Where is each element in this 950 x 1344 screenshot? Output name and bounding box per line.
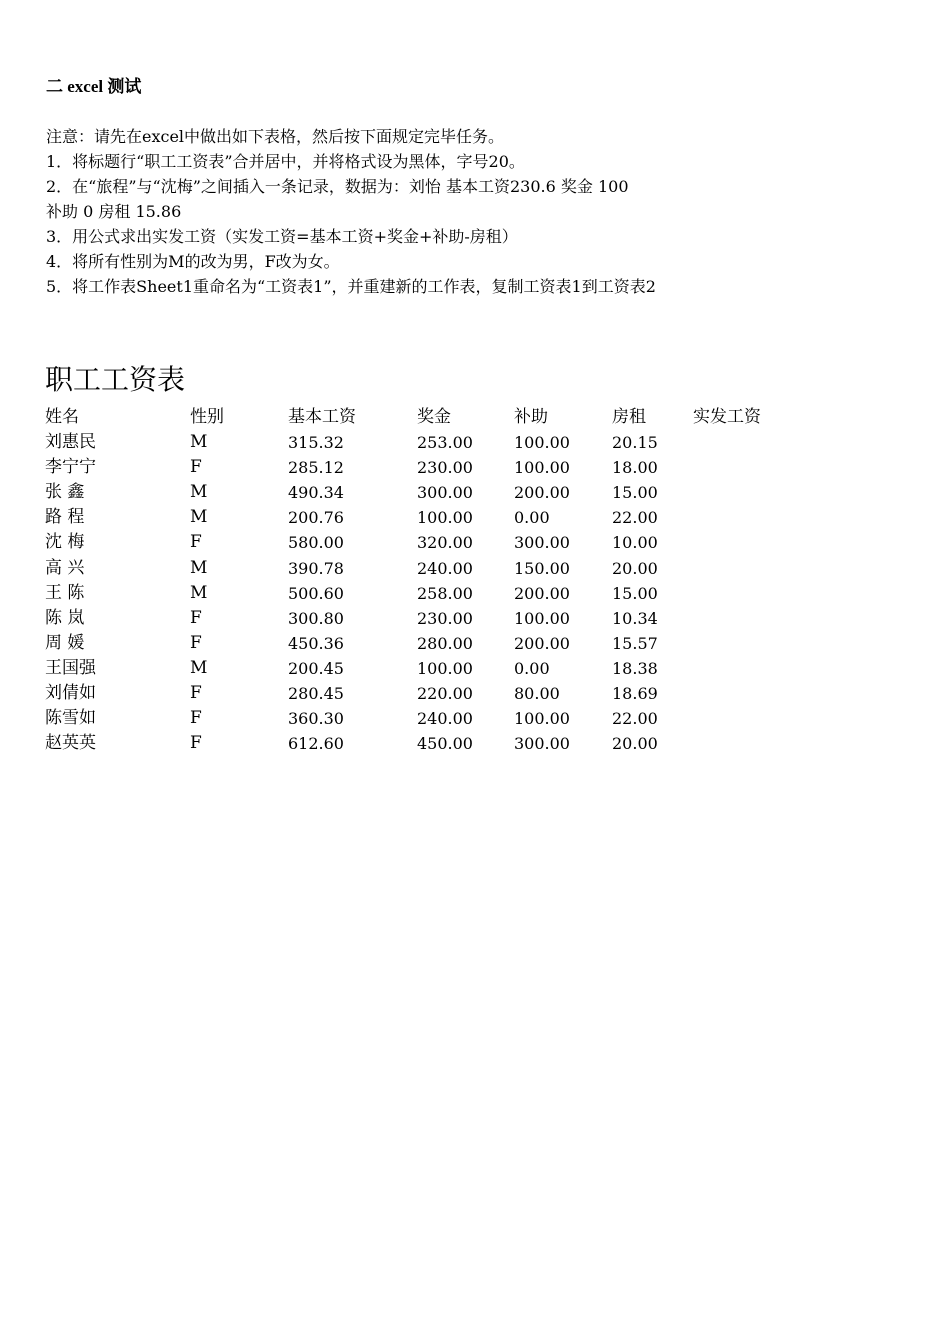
cell-base-salary: 315.32 — [288, 433, 344, 453]
cell-base-salary: 280.45 — [288, 684, 344, 704]
cell-rent: 20.00 — [612, 734, 658, 754]
cell-allowance: 200.00 — [514, 483, 570, 503]
instruction-line: 注意：请先在excel中做出如下表格，然后按下面规定完毕任务。 — [46, 127, 505, 146]
cell-bonus: 230.00 — [417, 608, 473, 628]
cell-name: 陈 岚 — [45, 607, 85, 628]
header-net-pay: 实发工资 — [693, 407, 761, 427]
cell-gender: M — [190, 432, 208, 453]
cell-base-salary: 450.36 — [288, 633, 344, 653]
cell-rent: 10.00 — [612, 533, 658, 553]
cell-bonus: 100.00 — [417, 658, 473, 678]
cell-rent: 20.15 — [612, 433, 658, 453]
instruction-line: 2．在“旅程”与“沈梅”之间插入一条记录，数据为：刘怡 基本工资230.6 奖金 100 — [46, 177, 629, 196]
instructions — [46, 124, 806, 299]
header-rent: 房租 — [612, 407, 646, 427]
cell-bonus: 258.00 — [417, 583, 473, 603]
cell-name: 王 陈 — [45, 582, 85, 603]
cell-rent: 15.00 — [612, 583, 658, 603]
cell-allowance: 100.00 — [514, 709, 570, 729]
cell-base-salary: 200.76 — [288, 508, 344, 528]
cell-rent: 10.34 — [612, 608, 658, 628]
cell-allowance: 100.00 — [514, 608, 570, 628]
cell-rent: 18.38 — [612, 658, 658, 678]
instruction-line: 3．用公式求出实发工资（实发工资=基本工资+奖金+补助-房租） — [46, 227, 518, 246]
cell-name: 赵英英 — [45, 733, 96, 754]
cell-base-salary: 285.12 — [288, 458, 344, 478]
header-allowance: 补助 — [514, 407, 548, 427]
cell-bonus: 220.00 — [417, 684, 473, 704]
cell-name: 刘惠民 — [45, 432, 96, 453]
cell-bonus: 240.00 — [417, 709, 473, 729]
cell-gender: M — [190, 507, 208, 528]
cell-gender: F — [190, 733, 202, 754]
cell-gender: F — [190, 683, 202, 704]
cell-bonus: 100.00 — [417, 508, 473, 528]
instruction-line: 补助 0 房租 15.86 — [46, 202, 182, 221]
cell-bonus: 300.00 — [417, 483, 473, 503]
cell-allowance: 0.00 — [514, 508, 550, 528]
cell-bonus: 450.00 — [417, 734, 473, 754]
cell-base-salary: 580.00 — [288, 533, 344, 553]
cell-allowance: 200.00 — [514, 583, 570, 603]
cell-allowance: 100.00 — [514, 458, 570, 478]
cell-allowance: 200.00 — [514, 633, 570, 653]
cell-rent: 18.69 — [612, 684, 658, 704]
header-name: 姓名 — [45, 407, 79, 427]
cell-bonus: 280.00 — [417, 633, 473, 653]
cell-gender: M — [190, 482, 208, 503]
section-heading: 二 excel 测试 — [46, 77, 142, 96]
sheet-title: 职工工资表 — [45, 363, 186, 396]
cell-allowance: 80.00 — [514, 684, 560, 704]
instruction-line: 1．将标题行“职工工资表”合并居中，并将格式设为黑体，字号20。 — [46, 152, 525, 171]
cell-gender: F — [190, 708, 202, 729]
cell-allowance: 300.00 — [514, 533, 570, 553]
cell-rent: 22.00 — [612, 508, 658, 528]
cell-allowance: 150.00 — [514, 558, 570, 578]
cell-name: 高 兴 — [45, 557, 85, 578]
instruction-line: 4．将所有性别为M的改为男，F改为女。 — [46, 252, 340, 271]
cell-rent: 18.00 — [612, 458, 658, 478]
cell-allowance: 300.00 — [514, 734, 570, 754]
cell-gender: M — [190, 582, 208, 603]
cell-base-salary: 390.78 — [288, 558, 344, 578]
cell-gender: F — [190, 607, 202, 628]
cell-base-salary: 200.45 — [288, 658, 344, 678]
cell-rent: 15.00 — [612, 483, 658, 503]
cell-name: 李宁宁 — [45, 457, 96, 478]
cell-name: 张 鑫 — [45, 482, 85, 503]
cell-allowance: 100.00 — [514, 433, 570, 453]
cell-base-salary: 612.60 — [288, 734, 344, 754]
cell-name: 刘倩如 — [45, 683, 96, 704]
cell-name: 王国强 — [45, 657, 96, 678]
header-base-salary: 基本工资 — [288, 407, 356, 427]
cell-allowance: 0.00 — [514, 658, 550, 678]
header-bonus: 奖金 — [417, 407, 451, 427]
cell-name: 陈雪如 — [45, 708, 96, 729]
cell-base-salary: 360.30 — [288, 709, 344, 729]
cell-gender: F — [190, 532, 202, 553]
cell-bonus: 253.00 — [417, 433, 473, 453]
cell-bonus: 230.00 — [417, 458, 473, 478]
instruction-line: 5．将工作表Sheet1重命名为“工资表1”，并重建新的工作表，复制工资表1到工资表2 — [46, 277, 656, 296]
cell-gender: M — [190, 657, 208, 678]
cell-base-salary: 500.60 — [288, 583, 344, 603]
cell-name: 周 媛 — [45, 632, 85, 653]
cell-name: 沈 梅 — [45, 532, 85, 553]
cell-gender: F — [190, 632, 202, 653]
cell-rent: 15.57 — [612, 633, 658, 653]
cell-rent: 20.00 — [612, 558, 658, 578]
cell-base-salary: 300.80 — [288, 608, 344, 628]
cell-rent: 22.00 — [612, 709, 658, 729]
cell-base-salary: 490.34 — [288, 483, 344, 503]
header-gender: 性别 — [190, 407, 224, 427]
cell-name: 路 程 — [45, 507, 85, 528]
cell-bonus: 240.00 — [417, 558, 473, 578]
cell-gender: F — [190, 457, 202, 478]
cell-bonus: 320.00 — [417, 533, 473, 553]
cell-gender: M — [190, 557, 208, 578]
